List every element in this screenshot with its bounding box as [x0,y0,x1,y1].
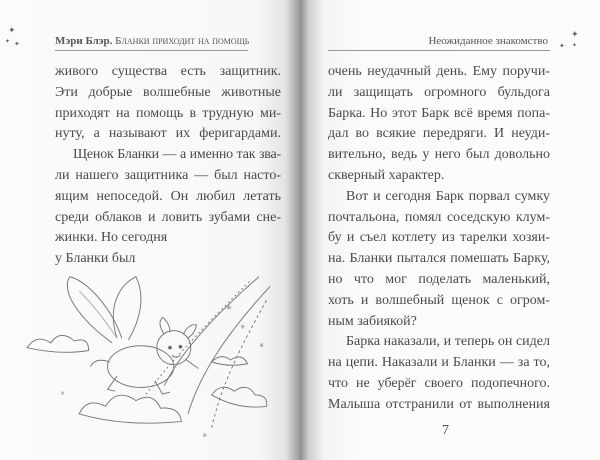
text-line: почтальона, помял соседскую клум- [328,209,550,225]
header-author: Мэри Блэр. [55,35,113,47]
text-line: Барка. Но этот Барк всё время попа- [328,105,550,121]
header-rule [55,50,248,51]
text-line: Вот и сегодня Барк порвал сумку [346,188,550,204]
body-text [328,62,550,416]
text-line: Малыша отстранили от выполнения [328,396,550,412]
text-line: Барка наказали, и теперь он сидел [346,334,550,350]
running-header [55,35,249,47]
sparkle-icon: ✦ [14,40,20,48]
header-rule [328,50,550,51]
text-line: среди облаков и ловить зубами сне- [55,209,281,225]
running-header [428,35,548,47]
text-line: живого существа есть защитник. [55,64,281,79]
flying-puppy-illustration [15,272,290,447]
text-line: хоть и волшебный щенок с огром- [328,292,550,308]
text-line: ли защищать огромного бульдога [328,84,550,100]
svg-text:✳: ✳ [258,342,265,350]
header-chapter-title: Неожиданное знакомство [428,35,548,47]
text-line: но что мог поделать маленький, [328,271,550,287]
text-line: ящим непоседой. Он любил летать [55,188,281,204]
text-line: ли нашего защитника — был насто- [55,167,281,183]
text-line: бу и съел котлету из тарелки хозяи- [328,230,550,246]
sparkle-icon: ✦ [8,25,16,35]
header-book-title: Бланки приходит на помощь [115,35,250,47]
text-line: приходят на помощь в трудную ми- [55,105,281,121]
svg-text:✳: ✳ [225,302,233,312]
text-line: скверный характер. [328,167,445,183]
text-line: на. Бланки пытался помешать Барку, [328,251,550,267]
svg-text:✳: ✳ [202,432,208,440]
text-line: что не уберёг своего подопечного. [328,375,550,391]
text-line: ным забиякой? [328,313,417,329]
text-line: Эти добрые волшебные животные [55,84,281,100]
text-line: вительно, ведь у него был довольно [328,147,550,163]
sparkle-icon: ✦ [559,42,565,50]
text-line: жинки. Но сегодня [55,230,168,246]
text-line: Щенок Бланки — а именно так зва- [73,147,281,163]
svg-text:✳: ✳ [240,323,246,331]
svg-text:✳: ✳ [60,390,66,397]
sparkle-icon: ✦ [5,39,11,45]
text-line: на цепи. Наказали и Бланки — за то, [328,355,550,371]
text-line: у Бланки был [55,251,136,267]
sparkle-icon: ✦ [571,29,579,39]
text-line: дал во всякие передряги. И неуди- [328,126,550,142]
right-page [300,0,600,460]
text-line: очень неудачный день. Ему поручи- [328,64,550,79]
body-text [55,62,281,270]
page-number: 7 [442,423,449,438]
sparkle-icon: ✦ [572,43,578,49]
text-line: нуту, а называют их феригардами. [55,126,281,142]
